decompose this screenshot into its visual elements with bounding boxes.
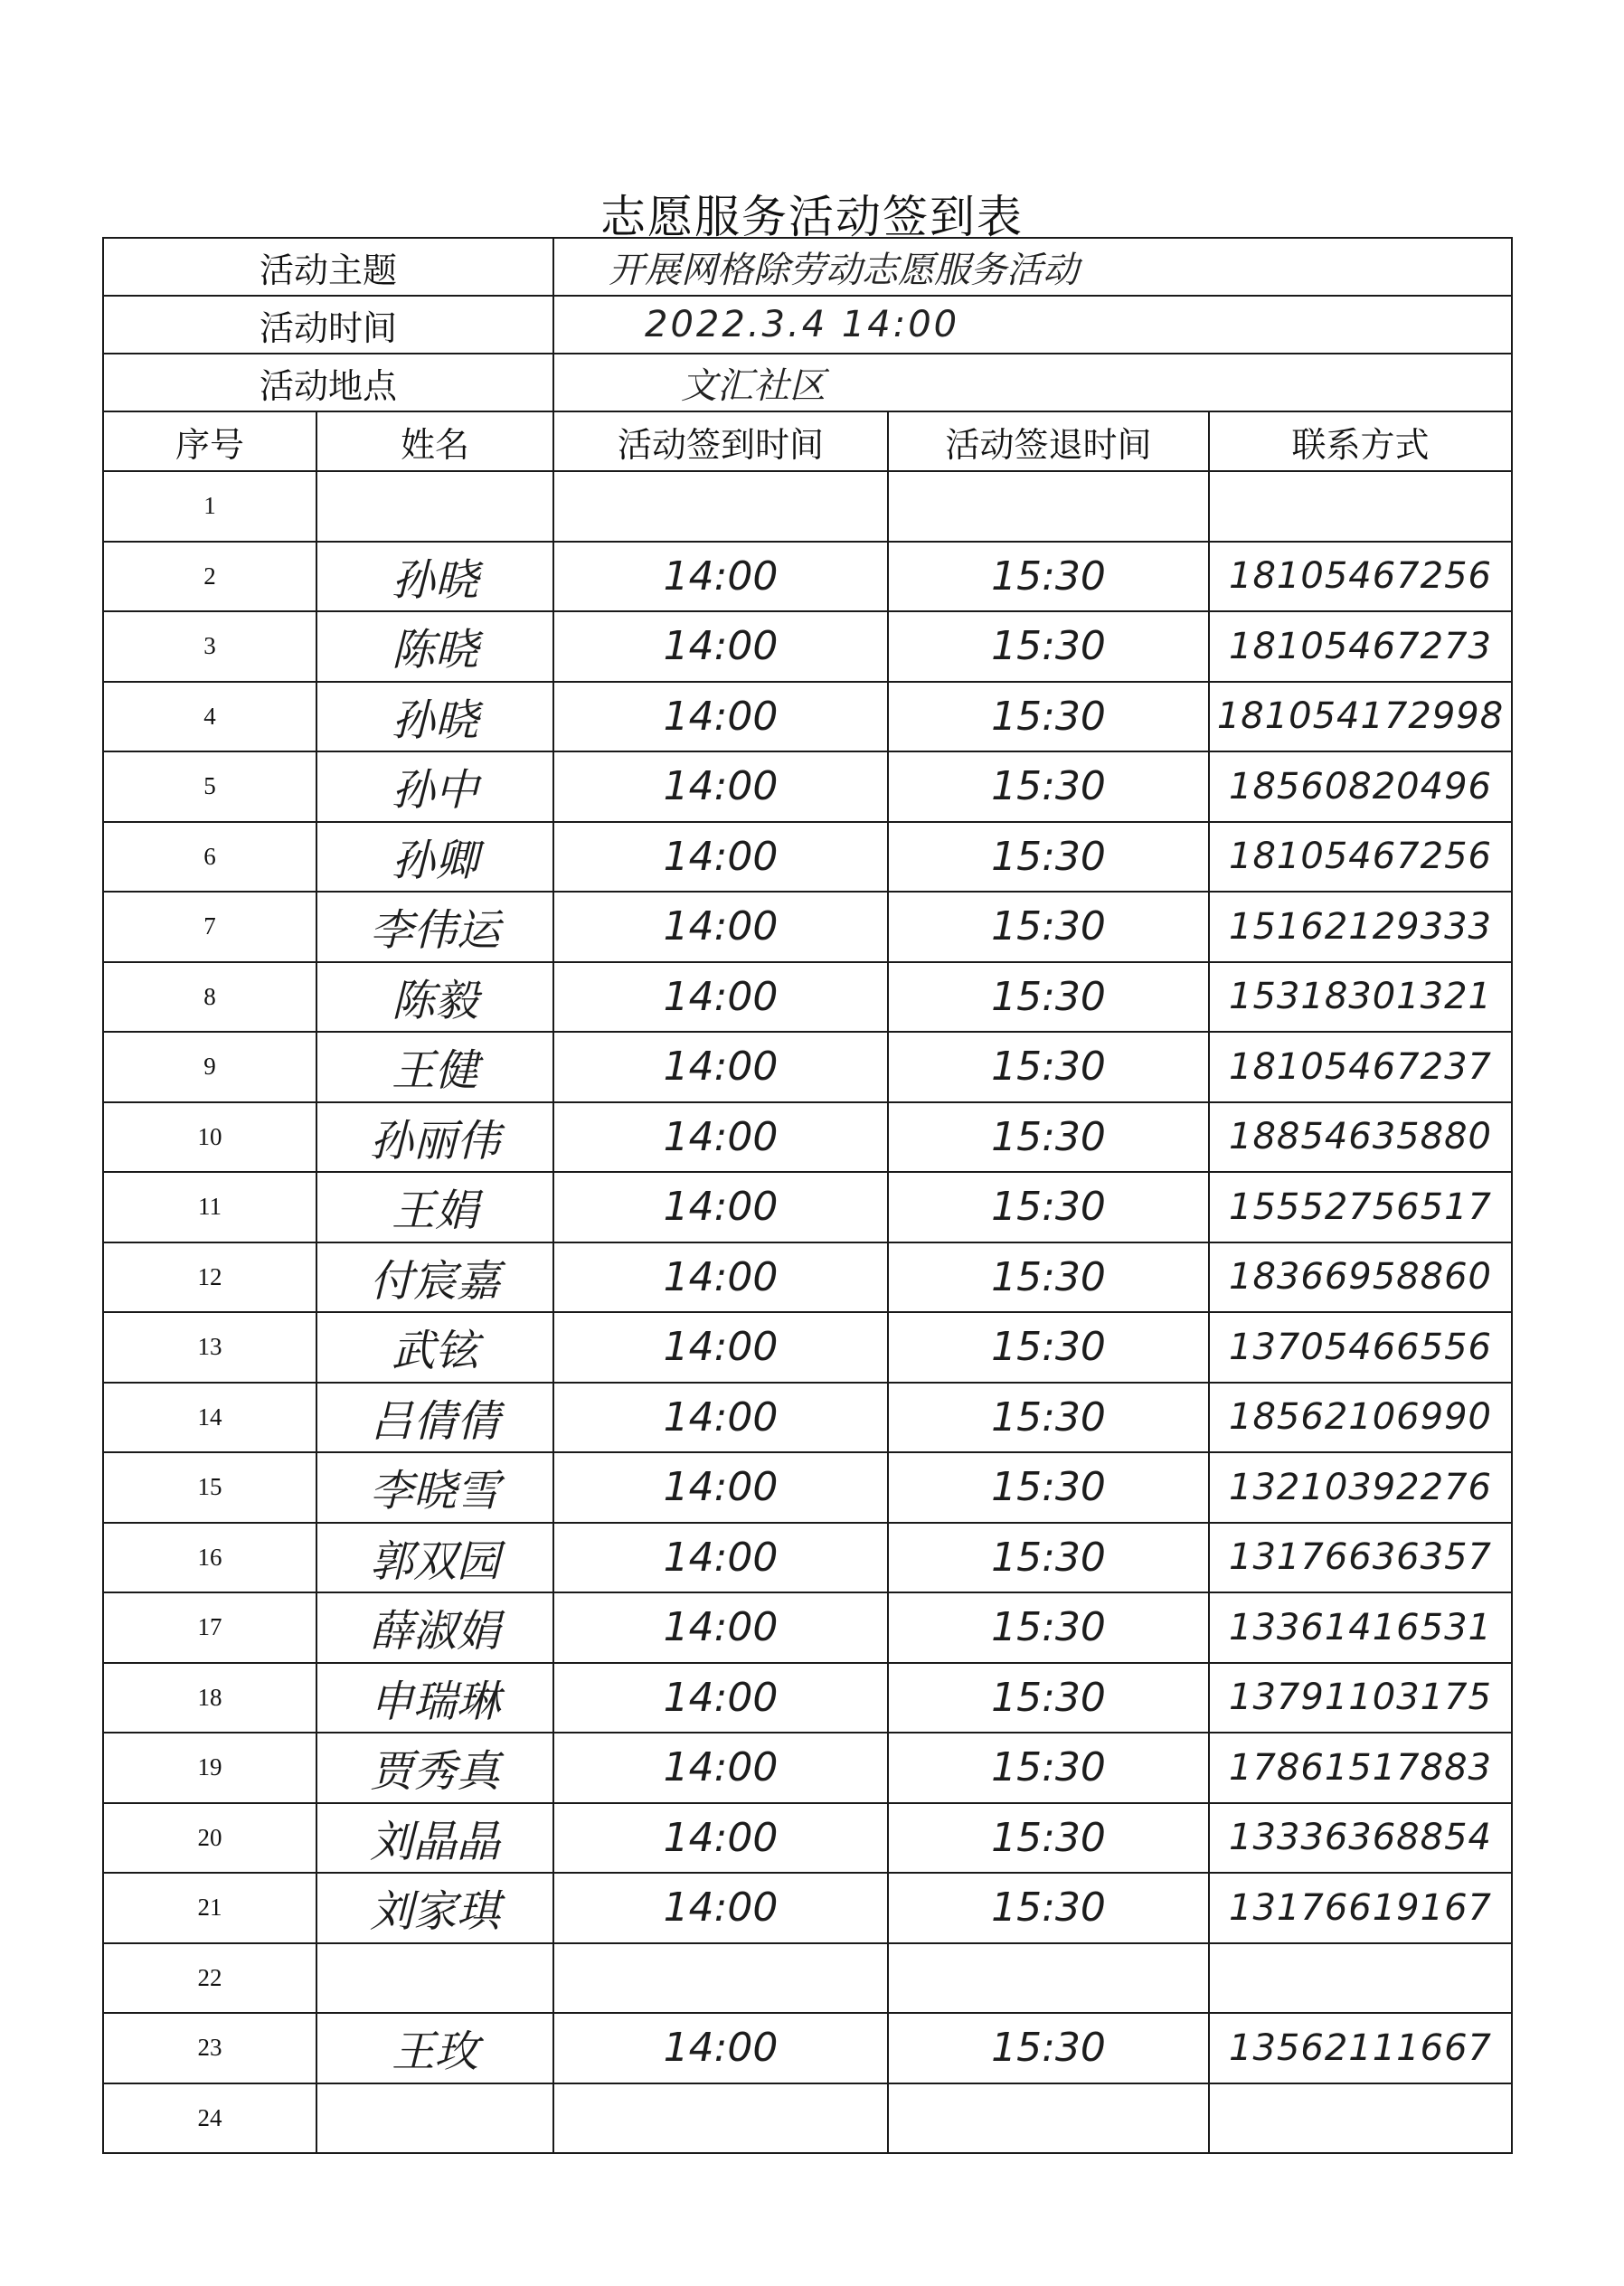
row-contact: 18105467256 — [1209, 822, 1512, 893]
table-row — [103, 1873, 1512, 1943]
row-checkout-time: 15:30 — [888, 1523, 1209, 1593]
row-checkin-time: 14:00 — [553, 1032, 888, 1102]
row-name: 申瑞琳 — [316, 1663, 553, 1733]
table-row — [103, 1242, 1512, 1313]
row-contact: 18562106990 — [1209, 1383, 1512, 1453]
row-checkout-time: 15:30 — [888, 751, 1209, 822]
info-row-time — [103, 296, 1512, 354]
table-row — [103, 2083, 1512, 2154]
row-checkin-time: 14:00 — [553, 1452, 888, 1523]
row-name: 孙晓 — [316, 682, 553, 752]
table-row — [103, 611, 1512, 682]
row-seq: 3 — [103, 611, 316, 682]
row-seq: 9 — [103, 1032, 316, 1102]
table-row — [103, 682, 1512, 752]
row-contact: 13336368854 — [1209, 1803, 1512, 1874]
row-checkin-time: 14:00 — [553, 1803, 888, 1874]
row-checkin-time: 14:00 — [553, 822, 888, 893]
row-seq: 23 — [103, 2013, 316, 2083]
row-checkin-time — [553, 2083, 888, 2154]
info-row-theme — [103, 238, 1512, 296]
row-seq: 1 — [103, 471, 316, 542]
row-checkout-time: 15:30 — [888, 962, 1209, 1033]
header-contact: 联系方式 — [1209, 411, 1512, 471]
row-name: 李伟运 — [316, 892, 553, 962]
row-seq: 20 — [103, 1803, 316, 1874]
row-name: 吕倩倩 — [316, 1383, 553, 1453]
row-checkout-time: 15:30 — [888, 1172, 1209, 1242]
row-checkout-time: 15:30 — [888, 542, 1209, 612]
row-checkout-time: 15:30 — [888, 1242, 1209, 1313]
row-contact: 13791103175 — [1209, 1663, 1512, 1733]
table-row — [103, 1523, 1512, 1593]
row-checkout-time: 15:30 — [888, 2013, 1209, 2083]
place-value: 文汇社区 — [553, 354, 1512, 411]
table-row — [103, 1032, 1512, 1102]
table-row — [103, 1592, 1512, 1663]
row-name: 王健 — [316, 1032, 553, 1102]
row-name: 付宸嘉 — [316, 1242, 553, 1313]
table-row — [103, 892, 1512, 962]
row-seq: 21 — [103, 1873, 316, 1943]
header-row — [103, 411, 1512, 471]
theme-label: 活动主题 — [103, 238, 553, 296]
table-row — [103, 1383, 1512, 1453]
row-name — [316, 471, 553, 542]
row-contact: 13562111667 — [1209, 2013, 1512, 2083]
row-name: 陈毅 — [316, 962, 553, 1033]
place-label: 活动地点 — [103, 354, 553, 411]
row-contact: 13210392276 — [1209, 1452, 1512, 1523]
table-row — [103, 471, 1512, 542]
table-row — [103, 1312, 1512, 1383]
row-checkout-time: 15:30 — [888, 1383, 1209, 1453]
row-seq: 22 — [103, 1943, 316, 2014]
table-row — [103, 1803, 1512, 1874]
row-contact: 18854635880 — [1209, 1102, 1512, 1173]
document-title: 志愿服务活动签到表 — [600, 191, 1024, 243]
row-seq: 2 — [103, 542, 316, 612]
row-checkin-time: 14:00 — [553, 1592, 888, 1663]
row-checkin-time: 14:00 — [553, 2013, 888, 2083]
header-checkin: 活动签到时间 — [553, 411, 888, 471]
row-checkin-time: 14:00 — [553, 1242, 888, 1313]
row-contact: 18105467256 — [1209, 542, 1512, 612]
row-seq: 17 — [103, 1592, 316, 1663]
row-contact: 13705466556 — [1209, 1312, 1512, 1383]
table-row — [103, 962, 1512, 1033]
row-seq: 6 — [103, 822, 316, 893]
table-row — [103, 1663, 1512, 1733]
row-name — [316, 1943, 553, 2014]
row-contact: 18105467237 — [1209, 1032, 1512, 1102]
table-row — [103, 751, 1512, 822]
row-contact: 18105467273 — [1209, 611, 1512, 682]
table-row — [103, 542, 1512, 612]
row-checkout-time: 15:30 — [888, 1312, 1209, 1383]
row-name: 孙丽伟 — [316, 1102, 553, 1173]
row-name: 武铉 — [316, 1312, 553, 1383]
time-value: 2022.3.4 14:00 — [553, 296, 1512, 354]
row-name: 薛淑娟 — [316, 1592, 553, 1663]
row-seq: 14 — [103, 1383, 316, 1453]
row-checkin-time: 14:00 — [553, 1383, 888, 1453]
row-checkout-time: 15:30 — [888, 1803, 1209, 1874]
row-seq: 4 — [103, 682, 316, 752]
row-name — [316, 2083, 553, 2154]
row-checkin-time: 14:00 — [553, 1873, 888, 1943]
row-checkout-time: 15:30 — [888, 682, 1209, 752]
row-checkout-time: 15:30 — [888, 1873, 1209, 1943]
row-checkin-time — [553, 471, 888, 542]
row-name: 郭双园 — [316, 1523, 553, 1593]
row-name: 刘晶晶 — [316, 1803, 553, 1874]
row-checkin-time: 14:00 — [553, 611, 888, 682]
row-seq: 10 — [103, 1102, 316, 1173]
row-name: 陈晓 — [316, 611, 553, 682]
row-checkout-time — [888, 1943, 1209, 2014]
table-row — [103, 822, 1512, 893]
row-checkout-time: 15:30 — [888, 611, 1209, 682]
row-name: 王娟 — [316, 1172, 553, 1242]
row-seq: 5 — [103, 751, 316, 822]
row-name: 贾秀真 — [316, 1733, 553, 1803]
info-row-place — [103, 354, 1512, 411]
theme-value: 开展网格除劳动志愿服务活动 — [553, 238, 1512, 296]
row-seq: 19 — [103, 1733, 316, 1803]
row-name: 孙卿 — [316, 822, 553, 893]
row-contact — [1209, 2083, 1512, 2154]
row-checkout-time: 15:30 — [888, 1102, 1209, 1173]
row-name: 李晓雪 — [316, 1452, 553, 1523]
row-contact: 13361416531 — [1209, 1592, 1512, 1663]
sign-in-table — [102, 237, 1513, 2154]
row-seq: 8 — [103, 962, 316, 1033]
row-contact: 17861517883 — [1209, 1733, 1512, 1803]
row-seq: 18 — [103, 1663, 316, 1733]
row-checkin-time: 14:00 — [553, 682, 888, 752]
row-checkout-time — [888, 2083, 1209, 2154]
row-name: 王玫 — [316, 2013, 553, 2083]
table-row — [103, 1943, 1512, 2014]
row-checkin-time: 14:00 — [553, 751, 888, 822]
row-contact: 15318301321 — [1209, 962, 1512, 1033]
row-seq: 16 — [103, 1523, 316, 1593]
row-checkin-time: 14:00 — [553, 1102, 888, 1173]
row-seq: 11 — [103, 1172, 316, 1242]
row-checkout-time: 15:30 — [888, 1452, 1209, 1523]
row-contact: 15552756517 — [1209, 1172, 1512, 1242]
row-name: 孙中 — [316, 751, 553, 822]
row-checkin-time: 14:00 — [553, 1172, 888, 1242]
time-label: 活动时间 — [103, 296, 553, 354]
row-checkin-time: 14:00 — [553, 1663, 888, 1733]
row-checkout-time: 15:30 — [888, 892, 1209, 962]
row-checkin-time: 14:00 — [553, 892, 888, 962]
row-checkout-time: 15:30 — [888, 1032, 1209, 1102]
row-seq: 15 — [103, 1452, 316, 1523]
row-checkin-time — [553, 1943, 888, 2014]
row-seq: 24 — [103, 2083, 316, 2154]
table-row — [103, 1452, 1512, 1523]
row-contact: 18560820496 — [1209, 751, 1512, 822]
row-contact: 13176636357 — [1209, 1523, 1512, 1593]
row-checkout-time: 15:30 — [888, 1592, 1209, 1663]
row-contact — [1209, 471, 1512, 542]
row-seq: 12 — [103, 1242, 316, 1313]
row-contact: 181054172998 — [1209, 682, 1512, 752]
table-row — [103, 2013, 1512, 2083]
table-row — [103, 1733, 1512, 1803]
row-checkin-time: 14:00 — [553, 962, 888, 1033]
table-row — [103, 1102, 1512, 1173]
row-contact: 13176619167 — [1209, 1873, 1512, 1943]
row-contact: 15162129333 — [1209, 892, 1512, 962]
row-name: 刘家琪 — [316, 1873, 553, 1943]
row-checkin-time: 14:00 — [553, 1733, 888, 1803]
row-checkout-time: 15:30 — [888, 822, 1209, 893]
header-checkout: 活动签退时间 — [888, 411, 1209, 471]
row-contact — [1209, 1943, 1512, 2014]
header-name: 姓名 — [316, 411, 553, 471]
row-checkout-time: 15:30 — [888, 1733, 1209, 1803]
row-name: 孙晓 — [316, 542, 553, 612]
row-checkin-time: 14:00 — [553, 542, 888, 612]
row-checkout-time: 15:30 — [888, 1663, 1209, 1733]
row-checkin-time: 14:00 — [553, 1312, 888, 1383]
row-checkin-time: 14:00 — [553, 1523, 888, 1593]
header-seq: 序号 — [103, 411, 316, 471]
table-row — [103, 1172, 1512, 1242]
row-seq: 13 — [103, 1312, 316, 1383]
row-contact: 18366958860 — [1209, 1242, 1512, 1313]
row-checkout-time — [888, 471, 1209, 542]
row-seq: 7 — [103, 892, 316, 962]
